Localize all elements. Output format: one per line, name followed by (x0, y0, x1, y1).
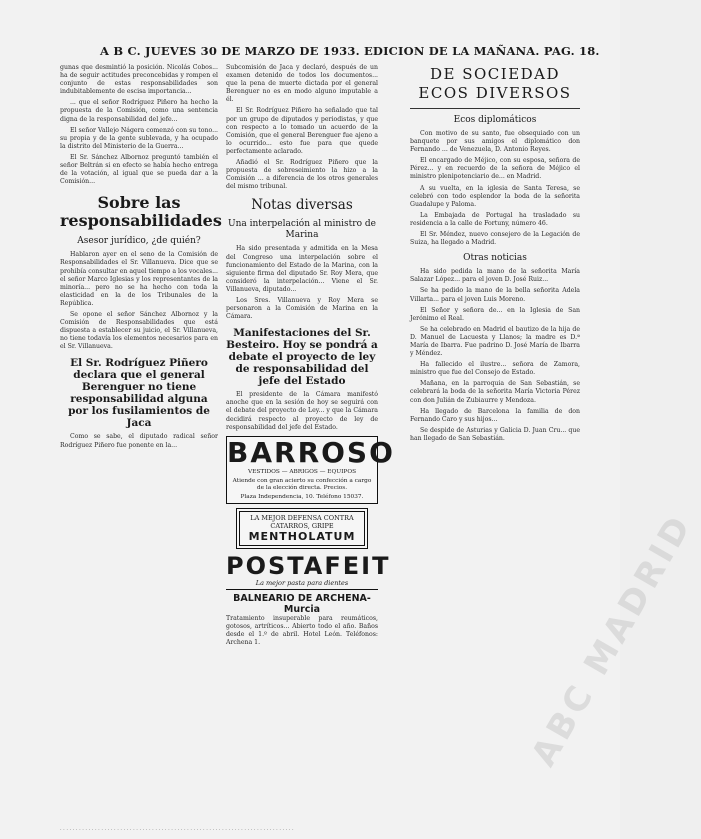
paragraph: A su vuelta, en la iglesia de Santa Teresa, se celebró con todo esplendor la boda de la señorita Guadalupe y Paloma. (410, 184, 580, 208)
headline-ecos-diplomaticos: Ecos diplomáticos (453, 115, 537, 125)
paragraph: Subcomisión de Jaca y declaró, después de un examen detenido de todos los documentos... que la pena de muerte dictada por el general Berenguer no es en modo alguno imputable a él. (226, 64, 378, 104)
paragraph: Los Sres. Villanueva y Roy Mera se personaron a la Comisión de Marina en la Cámara. (226, 296, 378, 321)
headline-besteiro: Manifestaciones del Sr. Besteiro. Hoy se pondrá a debate el proyecto de ley de responsabilidad del jefe del Estado (226, 327, 378, 388)
headline-ecos-diversos: ECOS DIVERSOS (418, 84, 572, 102)
paragraph: El Sr. Méndez, nuevo consejero de la Legación de Suiza, ha llegado a Madrid. (410, 231, 580, 247)
paragraph: Añadió el Sr. Rodríguez Piñero que la propuesta de sobreseimiento la hizo a la Comisión ... a diferencia de los otros generales del mismo tribunal. (226, 159, 378, 191)
paragraph: Se ha pedido la mano de la bella señorita Adela Villarta... para el joven Luis Moreno. (410, 287, 580, 303)
ad-mentholatum-line1: LA MEJOR DEFENSA CONTRA CATARROS, GRIPE (250, 513, 354, 530)
ad-barroso-brand: BARROSO (227, 435, 395, 469)
ad-postafeit-brand: POSTAFEIT (226, 551, 391, 580)
ad-postafeit-sub: La mejor pasta para dientes (226, 579, 378, 590)
paragraph: El señor Vallejo Nágera comenzó con su tono... su propia y de la gente sublevada, y ha ocupado la distrito del Ministerio de la Guerra... (60, 126, 218, 150)
paragraph: Se despide de Asturias y Galicia D. Juan Cru... que han llegado de San Sebastián. (410, 426, 580, 442)
divider (410, 108, 580, 109)
ad-balneario-sub: Tratamiento insuperable para reumáticos, gotosos, artríticos... Abierto todo el año. Baños desde el 1.º de abril. Hotel León. Teléfonos: Archena 1. (226, 614, 378, 646)
headline-notas-diversas: Notas diversas (251, 197, 353, 214)
paragraph: Hablaron ayer en el seno de la Comisión de Responsabilidades el Sr. Villanueva. Dice que se prohibía consultar en aquel tiempo a los vocales... el señor Marco Iglesias y los representantes de la minoría... pero no se ha hecho con toda la elasticidad en la de los Tribunales de la República. (60, 251, 218, 307)
headline-de-sociedad: DE SOCIEDAD (429, 65, 561, 83)
column-2 (226, 64, 395, 832)
page-header: A B C. JUEVES 30 DE MARZO DE 1933. EDICION DE LA MAÑANA. PAG. 18. (100, 44, 600, 58)
ad-mentholatum (236, 508, 368, 549)
paragraph: Se ha celebrado en Madrid el bautizo de la hija de D. Manuel de Lacuesta y Llanos; la madre es D.ª María de Ibarra. Fue padrino D. José María de Ibarra y Méndez. (410, 325, 580, 358)
watermark: ABC MADRID (523, 506, 701, 774)
ad-barroso (226, 435, 395, 504)
paragraph: Ha sido presentada y admitida en la Mesa del Congreso una interpelación sobre el funcionamiento del Estado de la Marina, con la siguiente firma del diputado Sr. Roy Mera, que consideró la interpelación... Viene el Sr. Villanueva, diputado... (226, 245, 378, 293)
footer-rule: . . . . . . . . . . . . . . . . . . . . . . . . . . . . . . . . . . . . . . . . . . . . . . . . . . . . . . . . . . . . . . . . . . . . . . . . . . (60, 826, 294, 832)
ad-balneario: BALNEARIO DE ARCHENA-Murcia (233, 592, 371, 615)
paragraph: Ha sido pedida la mano de la señorita María Salazar López... para el joven D. José Ruiz... (410, 268, 580, 284)
ad-barroso-line2: Atiende con gran acierto su confección a cargo de la elección directa. Precios. (232, 477, 372, 491)
ad-barroso-line1: VESTIDOS — ABRIGOS — EQUIPOS (247, 468, 357, 475)
ad-barroso-line3: Plaza Independencia, 10. Teléfono 15037. (240, 493, 364, 500)
paragraph: ... que el señor Rodríguez Piñero ha hecho la propuesta de la Comisión, como una sentencia digna de la responsabilidad del jefe... (60, 99, 218, 123)
paragraph: Ha llegado de Barcelona la familia de don Fernando Caro y sus hijos... (410, 407, 580, 423)
headline-responsabilidades: Sobre las responsabilidades (60, 193, 222, 231)
headline-otras-noticias: Otras noticias (463, 253, 527, 264)
paragraph: El Señor y señora de... en la Iglesia de San Jerónimo el Real. (410, 306, 580, 322)
headline-rodriguez-pinero: El Sr. Rodríguez Piñero declara que el general Berenguer no tiene responsabilidad alguna por los fusilamientos de Jaca (68, 357, 210, 430)
paragraph: El encargado de Méjico, con su esposa, señora de Pérez... y en recuerdo de la señora de Méjico el ministro plenipotenciario de... en Madrid. (410, 157, 580, 181)
paragraph: El Sr. Sánchez Albornoz preguntó también el señor Beltrán si en efecto se había hecho entrega de la votación, al igual que se pueda dar a la Comisión... (60, 153, 218, 186)
paragraph: El presidente de la Cámara manifestó anoche que en la sesión de hoy se seguirá con el debate del proyecto de Ley... y que la Cámara decidirá respecto al proyecto de ley de responsabilidad del jefe del Estado. (226, 391, 378, 431)
paragraph: Como se sabe, el diputado radical señor Rodríguez Piñero fue ponente en la... (60, 433, 218, 449)
paragraph: Se opone el señor Sánchez Albornoz y la Comisión de Responsabilidades que está dispuesta a establecer su juicio, el Sr. Villanueva, no tiene todavía los elementos necesarios para en el Sr. Villanueva. (60, 310, 218, 351)
paragraph: La Embajada de Portugal ha trasladado su residencia a la calle de Fortuny, número 46. (410, 211, 580, 227)
column-1 (60, 64, 222, 832)
headline-interpelacion: Una interpelación al ministro de Marina (228, 219, 376, 241)
subheadline-asesor: Asesor jurídico, ¿de quién? (77, 236, 201, 247)
paragraph: Ha fallecido el ilustre... señora de Zamora, ministro que fue del Consejo de Estado. (410, 361, 580, 377)
ad-mentholatum-brand: MENTHOLATUM (248, 529, 356, 543)
paragraph: Con motivo de su santo, fue obsequiado con un banquete por sus amigos el diplomático don Fernando ... de Venezuela, D. Antonio Reyes. (410, 130, 580, 154)
paragraph: Mañana, en la parroquia de San Sebastián, se celebrará la boda de la señorita María Victoria Pérez con don Julián de Zubiaurre y Mendoza. (410, 380, 580, 404)
paragraph: gunas que desmintió la posición. Nicolás Cobos... ha de seguir actitudes preconcebidas y rompen el conjunto de estas responsabilidades son indubitablemente de escisa importancia... (60, 64, 218, 96)
paragraph: El Sr. Rodríguez Piñero ha señalado que tal por un grupo de diputados y periodistas, y que con respecto a lo tomado un acuerdo de la Comisión, que el general Berenguer fue ajeno a lo ocurrido... esto fue para que quede perfectamente aclarado. (226, 107, 378, 155)
